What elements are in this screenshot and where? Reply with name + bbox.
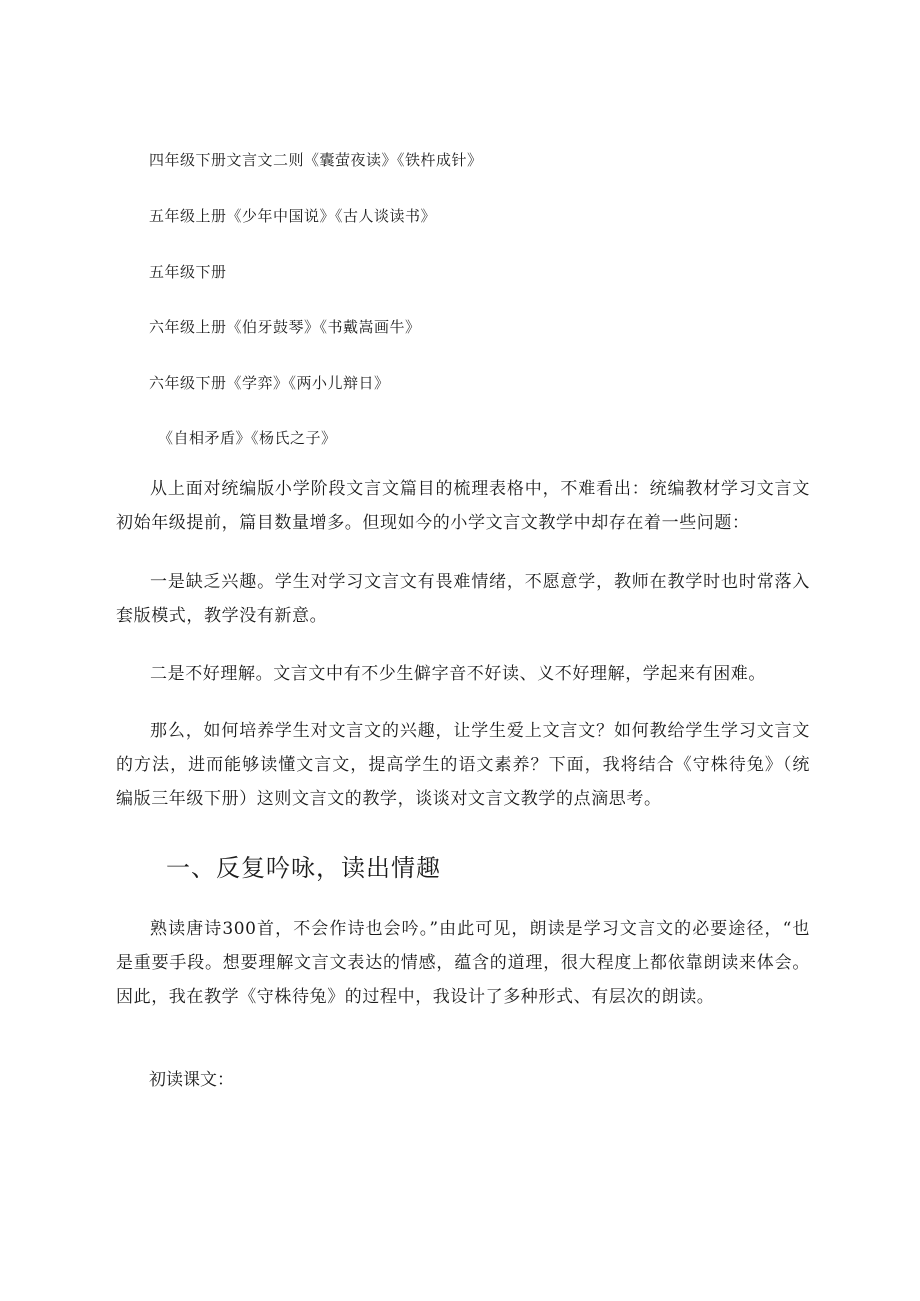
list-line-grade5-upper: 五年级上册《少年中国说》《古人谈读书》 (149, 207, 437, 225)
paragraph-intro-questions: 那么，如何培养学生对文言文的兴趣，让学生爱上文言文？如何教给学生学习文言文的方法，进而能够读懂文言文，提高学生的语文素养？下面，我将结合《守株待兔》（统编版三年级下册）这则文言文的教学，谈谈对文言文教学的点滴思考。 (116, 721, 810, 809)
section-heading: 一、反复吟咏，读出情趣 (166, 854, 441, 882)
list-line-grade5-lower: 五年级下册 (149, 263, 227, 281)
paragraph-problem-two: 二是不好理解。文言文中有不少生僻字音不好读、义不好理解，学起来有困难。 (150, 664, 766, 684)
list-line-grade4-lower: 四年级下册文言文二则《囊萤夜读》《铁杵成针》 (149, 151, 483, 169)
list-line-grade6-lower: 六年级下册《学弈》《两小儿辩日》 (149, 374, 390, 392)
paragraph-problem-one: 一是缺乏兴趣。学生对学习文言文有畏难情绪，不愿意学，教师在教学时也时常落入套版模式，教学没有新意。 (116, 572, 810, 626)
list-line-grade6-upper: 六年级上册《伯牙鼓琴》《书戴嵩画牛》 (149, 318, 421, 336)
list-line-extra-texts: 《自相矛盾》《杨氏之子》 (158, 429, 337, 447)
subheading-first-reading: 初读课文： (149, 1070, 234, 1090)
paragraph-analysis: 从上面对统编版小学阶段文言文篇目的梳理表格中，不难看出：统编教材学习文言文初始年级提前，篇目数量增多。但现如今的小学文言文教学中却存在着一些问题： (116, 479, 810, 533)
paragraph-reading-method: 熟读唐诗300首，不会作诗也会吟。”由此可见，朗读是学习文言文的必要途径，“也是重要手段。想要理解文言文表达的情感，蕴含的道理，很大程度上都依靠朗读来体会。因此，我在教学《守株待兔》的过程中，我设计了多种形式、有层次的朗读。 (116, 919, 810, 1007)
